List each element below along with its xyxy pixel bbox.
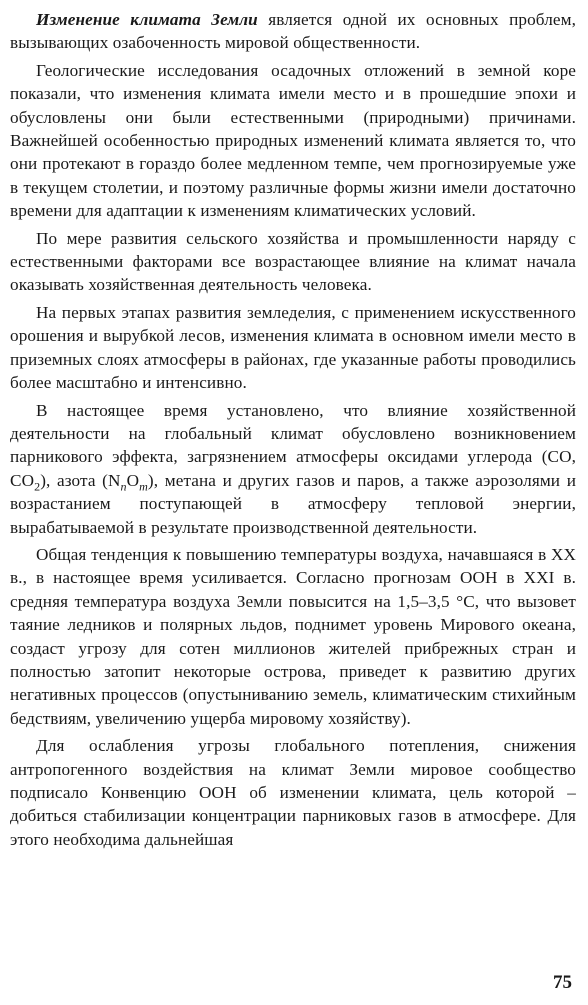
page-number: 75 <box>553 972 572 993</box>
subscript-2: 2 <box>34 479 41 494</box>
paragraph-6: Общая тенденция к повышению температуры воздуха, начавшаяся в XX в., в настоящее время усиливается. Согласно прогнозам ООН в XXI в. средняя температура воздуха Земли повысится на 1,5–3,5 °С, что вызовет таяние ледников и полярных льдов, поднимет уровень Мирового океана, создаст угрозу для сотен миллионов жителей прибрежных стран и полностью затопит некоторые острова, приведет к развитию других негативных процессов (опустыниванию земель, климатическим стихийным бедствиям, увеличению ущерба мировому хозяйству). <box>10 544 576 728</box>
subscript-n: n <box>120 479 127 494</box>
lead-term: Изменение климата Земли <box>36 10 258 29</box>
paragraph-1 <box>10 8 576 55</box>
paragraph-5-text-a: В настоящее время установлено, что влияние хозяйственной деятельности на глобальный климат обусловлено возникновением парникового эффекта, загрязнением атмосферы оксидами углерода (CO, CO <box>10 400 576 490</box>
paragraph-5-text-d: ), метана и других газов и паров, а также аэрозолями и возрастанием поступающей в атмосферу тепловой энергии, вырабатываемой в результате производственной деятельности. <box>10 470 576 537</box>
paragraph-5-text-c: O <box>126 470 140 490</box>
paragraph-7: Для ослабления угрозы глобального потепления, снижения антропогенного воздействия на климат Земли мировое сообщество подписало Конвенцию ООН об изменении климата, цель которой – добиться стабилизации концентрации парниковых газов в атмосфере. Для этого необходима дальнейшая <box>10 736 576 849</box>
paragraph-5-text-b: ), азота (N <box>40 470 121 490</box>
subscript-m: m <box>139 479 148 494</box>
paragraph-2: Геологические исследования осадочных отложений в земной коре показали, что изменения климата имели место и в прошедшие эпохи и обусловлены они были естественными (природными) причинами. Важнейшей особенностью природных изменений климата является то, что они протекают в гораздо более медленном темпе, чем прогнозируемые уже в текущем столетии, и поэтому различные формы жизни имели достаточно времени для адаптации к изменениям климатических условий. <box>10 60 576 221</box>
book-page <box>10 8 576 998</box>
paragraph-3: По мере развития сельского хозяйства и промышленности наряду с естественными факторами все возрастающее влияние на климат начала оказывать хозяйственная деятельность человека. <box>10 228 576 295</box>
paragraph-4: На первых этапах развития земледелия, с применением искусственного орошения и вырубкой лесов, изменения климата в основном имели место в приземных слоях атмосферы в районах, где указанные работы проводились более масштабно и интенсивно. <box>10 302 576 393</box>
paragraph-5 <box>10 399 576 539</box>
paragraph-1-text: является одной их основных проблем, вызывающих озабоченность мировой общественности. <box>10 10 576 53</box>
